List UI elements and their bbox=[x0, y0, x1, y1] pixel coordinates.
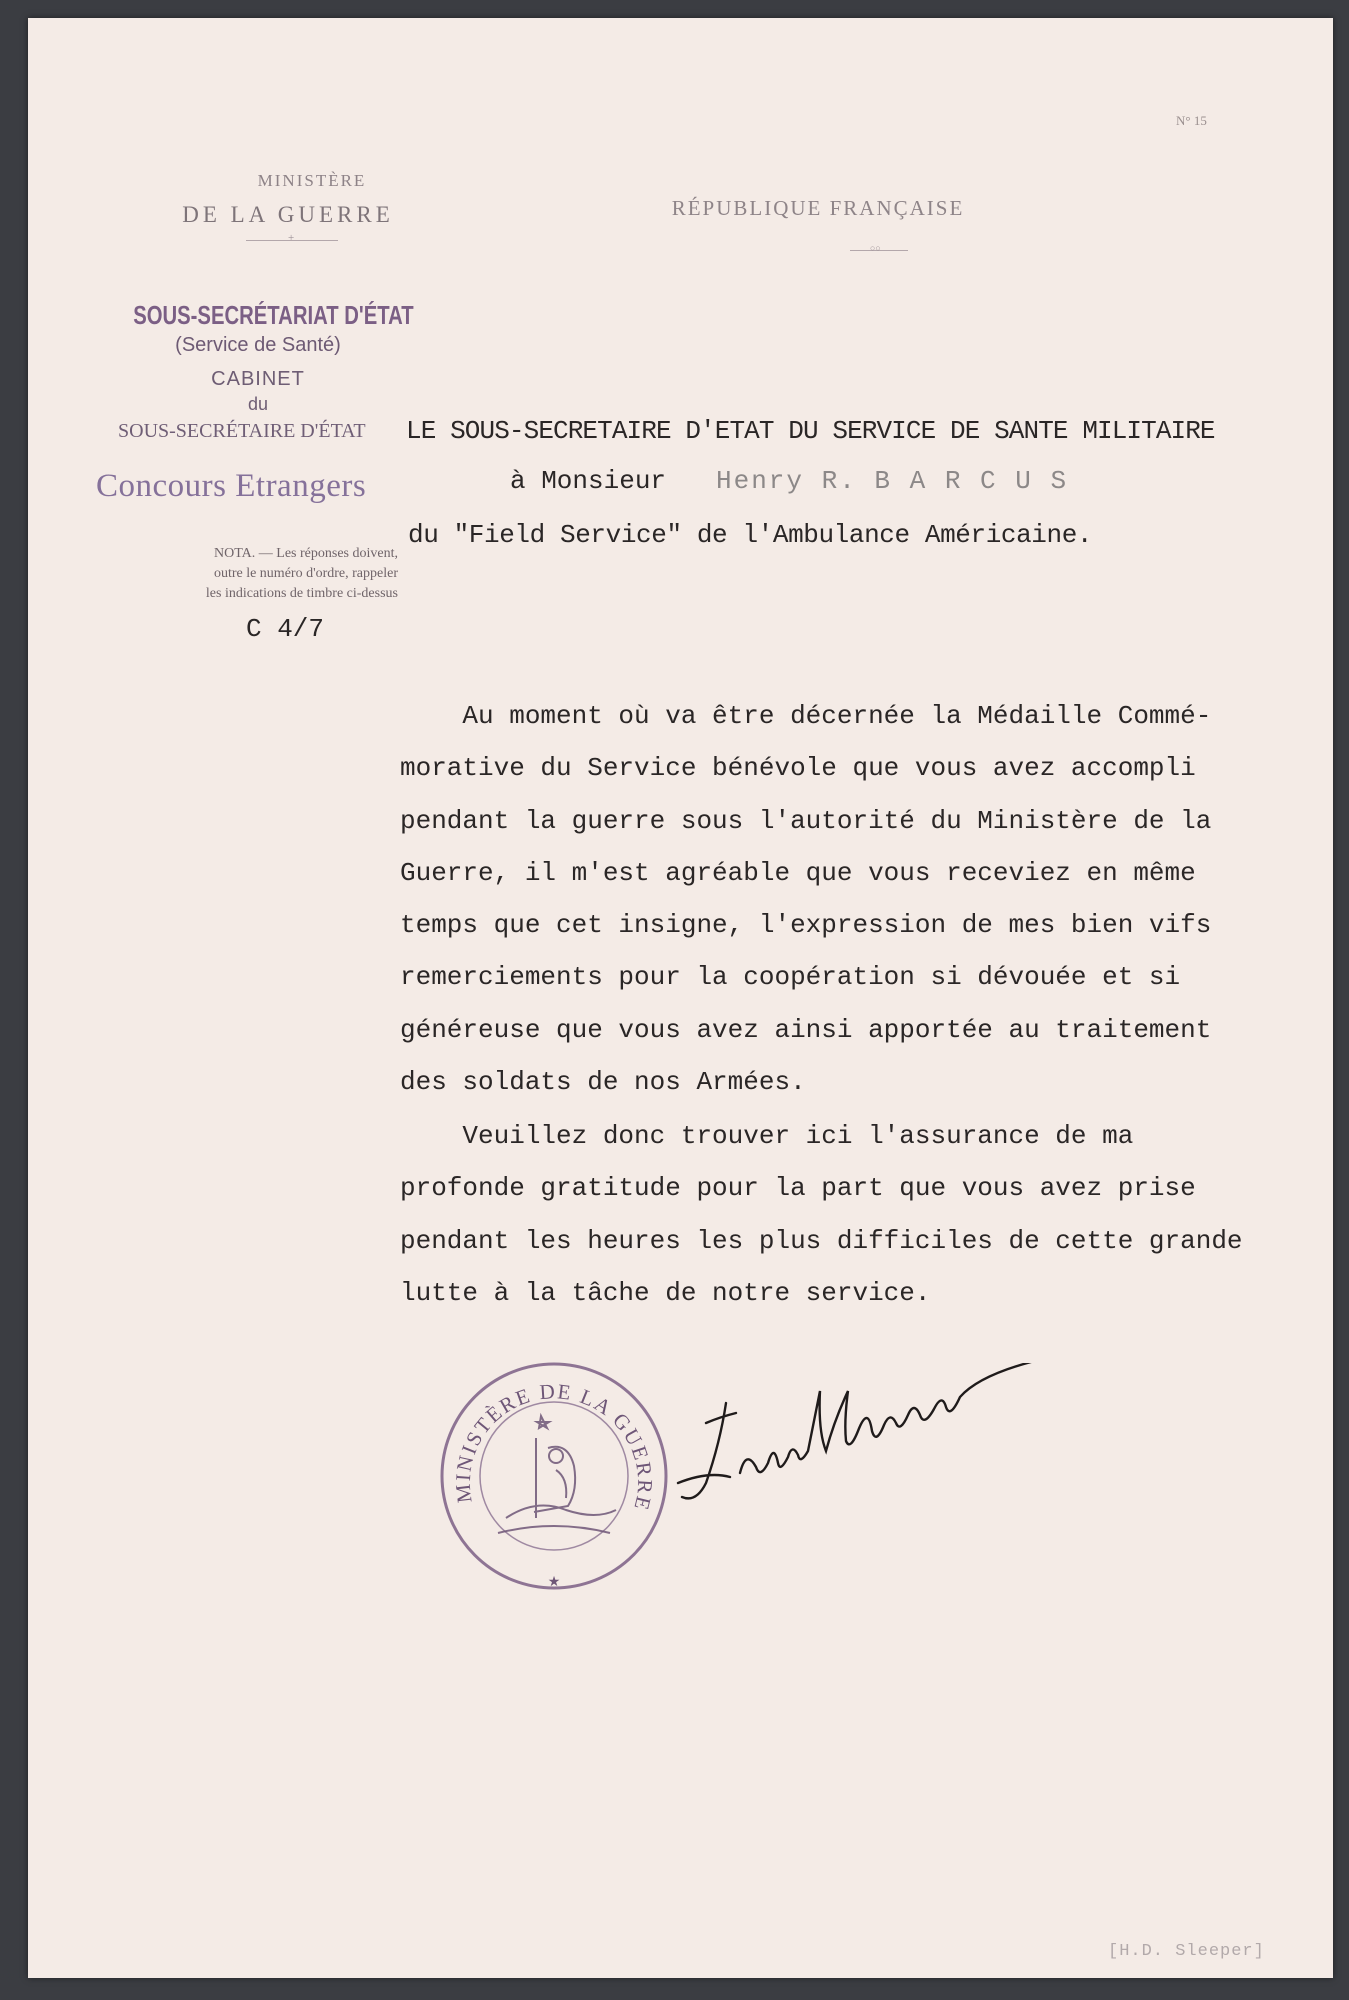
service-stamp: (Service de Santé) bbox=[175, 334, 341, 356]
letter-heading: LE SOUS-SECRETAIRE D'ETAT DU SERVICE DE SANTE MILITAIRE bbox=[406, 416, 1215, 446]
sous-secretaire-stamp: SOUS-SECRÉTAIRE D'ÉTAT bbox=[118, 420, 366, 442]
body-line: morative du Service bénévole que vous avez accompli bbox=[400, 753, 1196, 784]
seal-figure bbox=[498, 1416, 616, 1533]
document-number: N° 15 bbox=[1176, 113, 1207, 128]
body-line: généreuse que vous avez ainsi apportée au traitement bbox=[400, 1014, 1212, 1045]
du-stamp: du bbox=[247, 394, 269, 414]
nota-line: les indications de timbre ci-dessus bbox=[205, 586, 398, 601]
letter-page bbox=[28, 18, 1333, 1978]
body-line: des soldats de nos Armées. bbox=[400, 1067, 806, 1098]
nota-line: outre le numéro d'ordre, rappeler bbox=[213, 566, 398, 581]
ornament-divider: + bbox=[246, 240, 338, 241]
recipient-affiliation: du "Field Service" de l'Ambulance Américaine. bbox=[408, 520, 1093, 550]
ministry-label: MINISTÈRE bbox=[257, 171, 367, 190]
body-line: remerciements pour la coopération si dévouée et si bbox=[400, 962, 1181, 993]
salutation: à Monsieur bbox=[510, 466, 667, 496]
archive-label: [H.D. Sleeper] bbox=[1108, 1942, 1265, 1961]
body-line: Guerre, il m'est agréable que vous receviez en même bbox=[400, 857, 1196, 888]
ministry-name: DE LA GUERRE bbox=[182, 202, 394, 227]
body-line: pendant la guerre sous l'autorité du Ministère de la bbox=[400, 805, 1212, 836]
concours-stamp: Concours Etrangers bbox=[96, 468, 367, 504]
ornament-divider: ○○ bbox=[850, 250, 908, 251]
body-line: lutte à la tâche de notre service. bbox=[400, 1277, 931, 1308]
body-line: temps que cet insigne, l'expression de mes bien vifs bbox=[400, 910, 1212, 941]
nota-notice bbox=[148, 544, 398, 604]
star-icon: ★ bbox=[547, 1575, 561, 1590]
body-line: pendant les heures les plus difficiles de cette grande bbox=[400, 1225, 1243, 1256]
body-line: Veuillez donc trouver ici l'assurance de ma bbox=[400, 1121, 1134, 1151]
body-line: profonde gratitude pour la part que vous avez prise bbox=[400, 1173, 1196, 1204]
body-line: Au moment où va être décernée la Médaille Commé- bbox=[400, 701, 1212, 731]
cabinet-stamp: CABINET bbox=[211, 368, 305, 390]
body-paragraph-2 bbox=[400, 1110, 1349, 1319]
handwritten-signature bbox=[668, 1363, 1349, 1513]
reference-number: C 4/7 bbox=[246, 614, 325, 644]
ministry-seal-stamp bbox=[436, 1358, 672, 1594]
seal-text: MINISTÈRE DE LA GUERRE bbox=[450, 1379, 658, 1515]
sous-secretariat-stamp: SOUS-SECRÉTARIAT D'ÉTAT bbox=[133, 300, 414, 330]
republic-heading: RÉPUBLIQUE FRANÇAISE bbox=[671, 196, 965, 220]
nota-line: NOTA. — Les réponses doivent, bbox=[214, 546, 398, 561]
body-paragraph-1 bbox=[400, 690, 1349, 1108]
recipient-name: Henry R. B A R C U S bbox=[716, 466, 1069, 496]
